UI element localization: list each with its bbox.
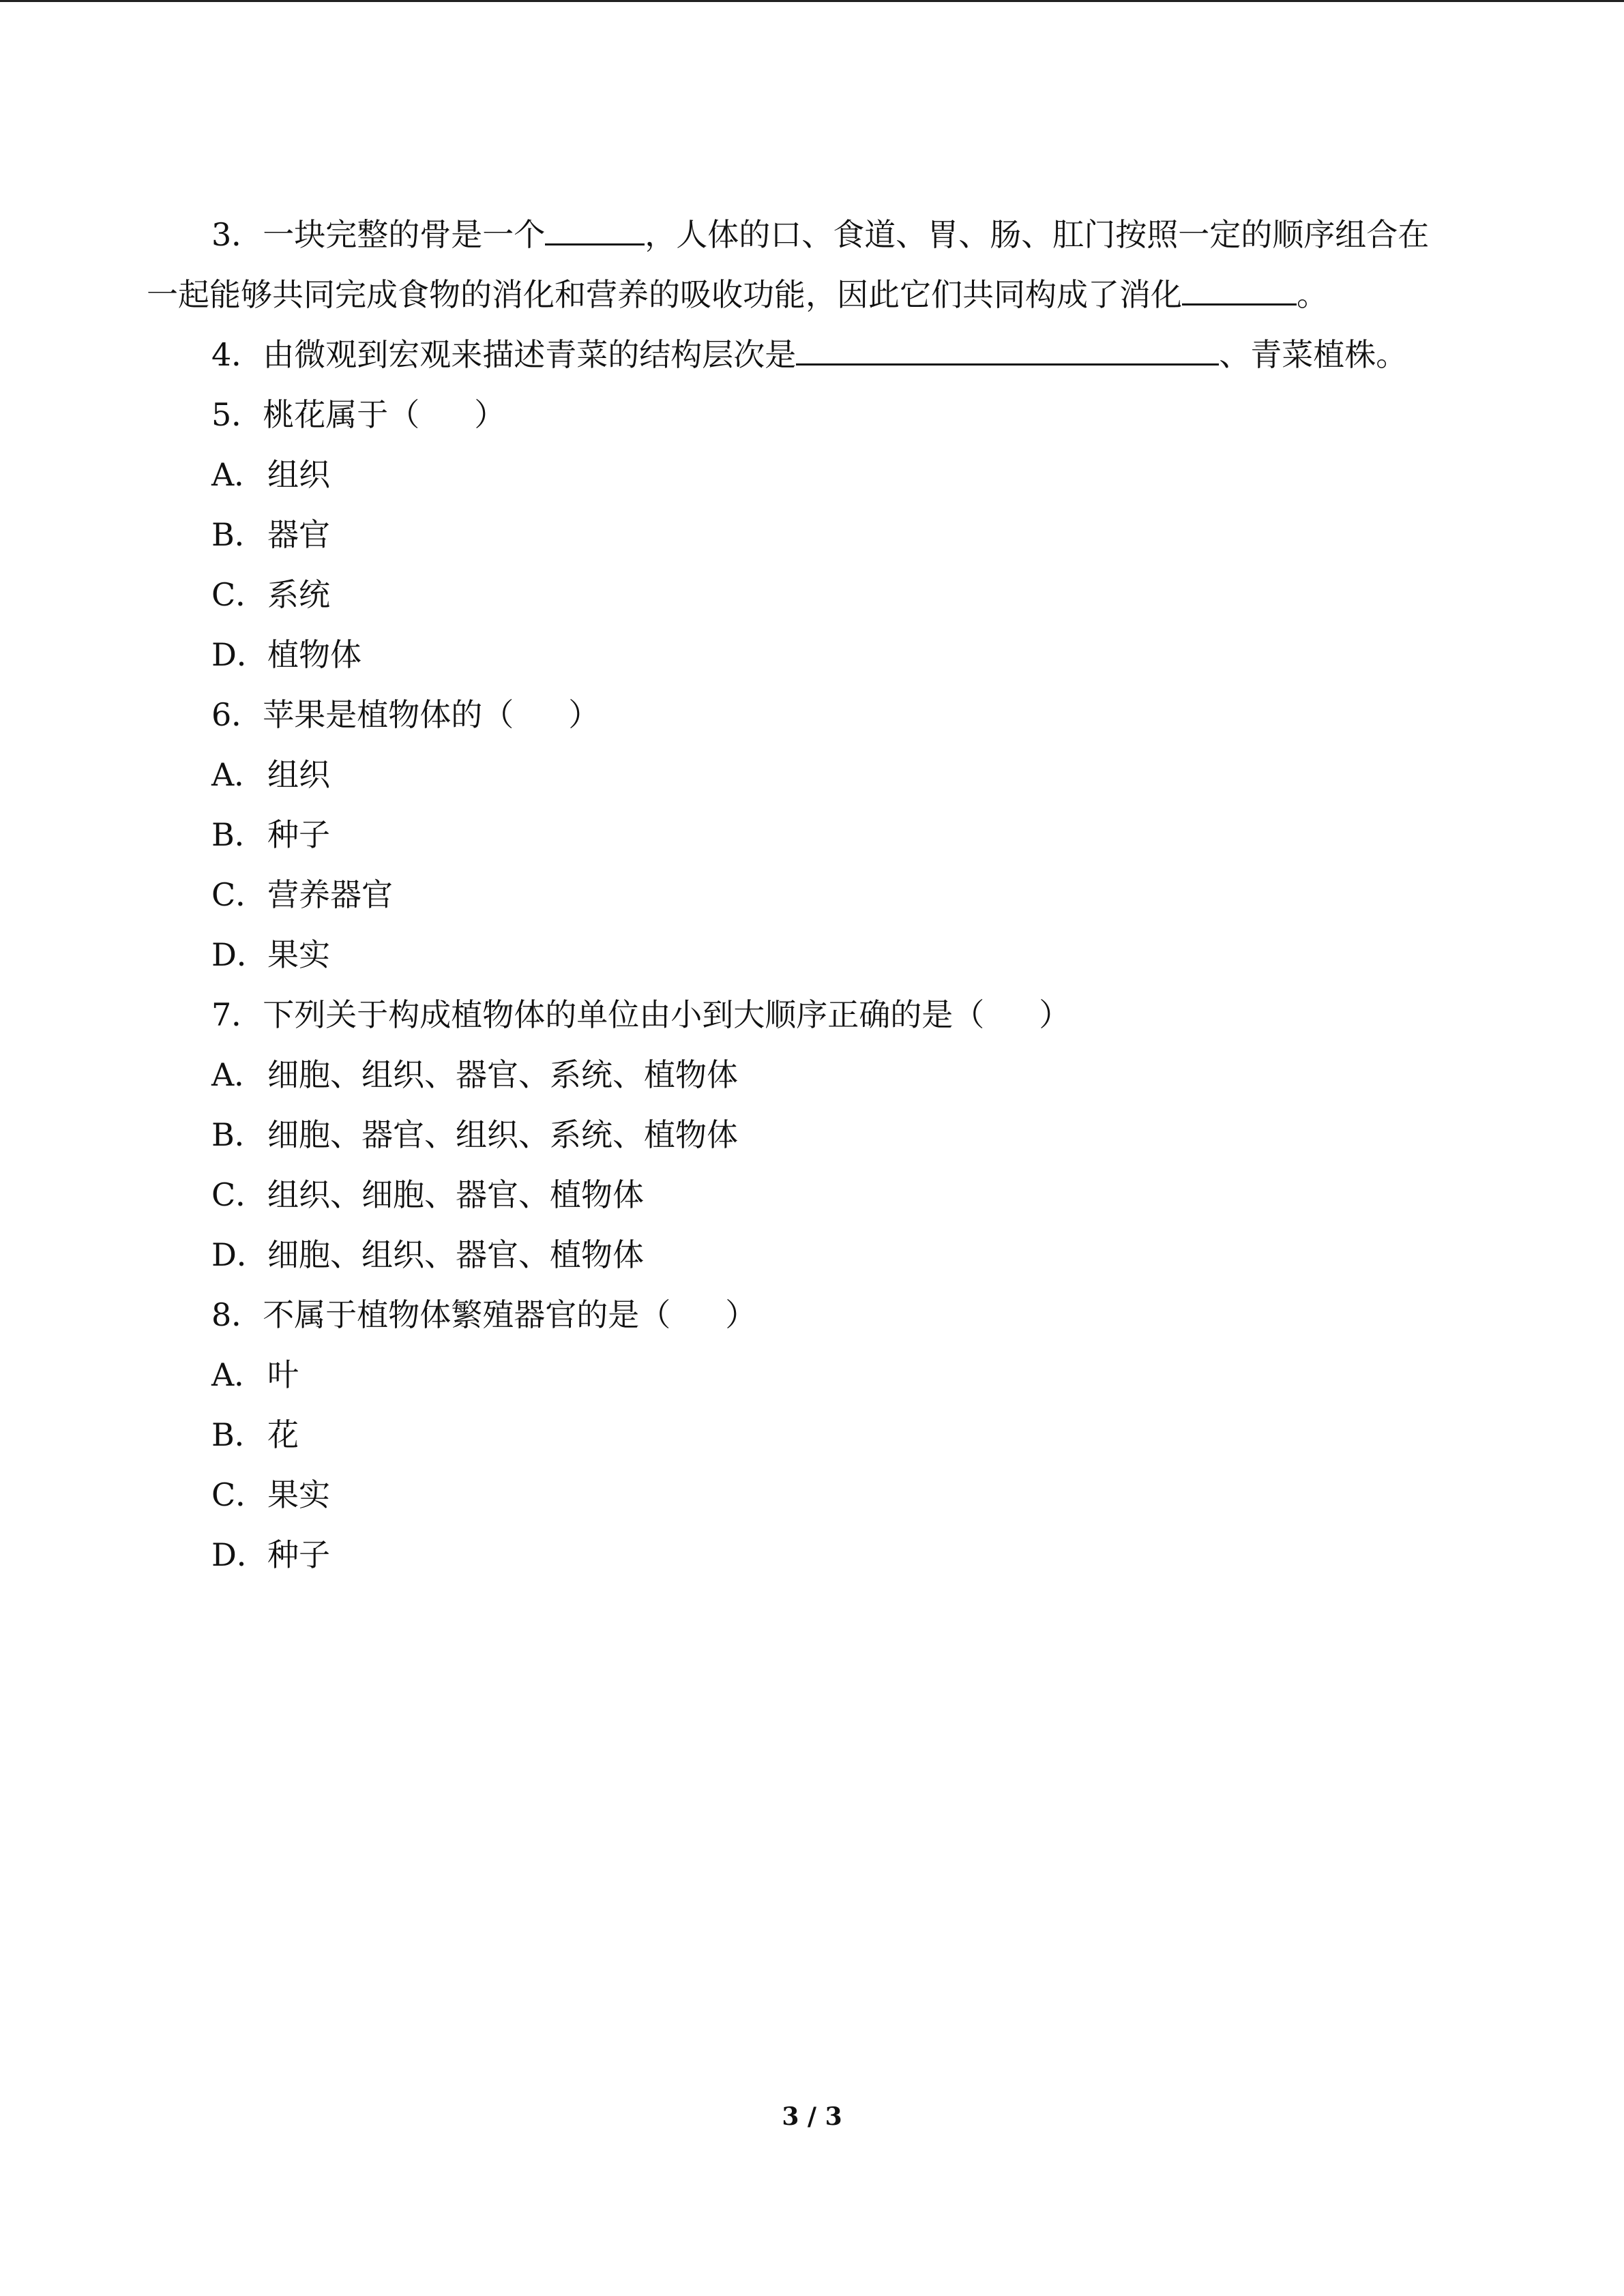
option-letter: D． <box>211 1236 268 1273</box>
option-text: 器官 <box>267 516 330 553</box>
option-text: 系统 <box>267 576 330 613</box>
option-item <box>211 1465 330 1525</box>
option-item <box>211 805 330 865</box>
question-4-text-2: 、青菜植株。 <box>1219 336 1408 373</box>
option-letter: A． <box>211 1356 266 1393</box>
option-item <box>211 745 330 805</box>
question-6-text: 6．苹果是植物体的（ <box>211 696 514 733</box>
option-text: 叶 <box>267 1356 299 1393</box>
question-3-text-3: 一起能够共同完成食物的消化和营养的吸收功能，因此它们共同构成了消化 <box>147 276 1182 313</box>
answer-blank-q3-a <box>545 212 645 245</box>
option-letter: B． <box>211 1116 266 1153</box>
question-3-line-1 <box>211 205 1429 265</box>
option-item <box>211 925 330 985</box>
option-text: 营养器官 <box>267 876 393 913</box>
option-item <box>211 505 330 565</box>
option-item <box>211 1045 738 1105</box>
option-letter: B． <box>211 816 266 853</box>
option-text: 种子 <box>267 816 330 853</box>
question-3-text-1: 3．一块完整的骨是一个 <box>211 216 546 253</box>
question-5-text: 5．桃花属于（ <box>211 396 420 433</box>
option-text: 细胞、组织、器官、植物体 <box>267 1236 644 1273</box>
option-letter: C． <box>211 1476 267 1513</box>
answer-blank-q3-b <box>1182 272 1297 305</box>
question-3-text-2: ，人体的口、食道、胃、肠、肛门按照一定的顺序组合在 <box>645 216 1430 253</box>
question-4-line <box>211 325 1407 385</box>
option-letter: C． <box>211 876 267 913</box>
option-text: 花 <box>267 1416 299 1453</box>
option-text: 组织 <box>267 456 330 493</box>
page-number: 3 / 3 <box>782 2102 842 2131</box>
question-7-close-paren: ） <box>1039 996 1071 1033</box>
option-text: 种子 <box>267 1536 330 1573</box>
option-letter: B． <box>211 1416 266 1453</box>
option-item <box>211 1345 299 1405</box>
question-7-stem <box>211 985 1070 1045</box>
option-item <box>211 1165 644 1225</box>
question-8-stem <box>211 1285 756 1345</box>
option-item <box>211 445 330 505</box>
option-letter: A． <box>211 1056 266 1093</box>
option-item <box>211 565 330 625</box>
question-3-text-4: 。 <box>1297 276 1328 313</box>
option-text: 组织 <box>267 756 330 793</box>
question-6-close-paren: ） <box>568 696 600 733</box>
option-item <box>211 1225 644 1285</box>
option-letter: A． <box>211 756 266 793</box>
question-6-stem <box>211 685 600 745</box>
question-8-close-paren: ） <box>725 1296 757 1333</box>
option-letter: C． <box>211 576 267 613</box>
option-letter: D． <box>211 636 268 673</box>
option-item <box>211 1405 299 1465</box>
option-item <box>211 1105 738 1165</box>
question-7-text: 7．下列关于构成植物体的单位由小到大顺序正确的是（ <box>211 996 985 1033</box>
answer-blank-q4 <box>796 332 1219 366</box>
question-4-text-1: 4．由微观到宏观来描述青菜的结构层次是 <box>211 336 797 373</box>
option-item <box>211 1525 330 1585</box>
option-letter: D． <box>211 936 268 973</box>
option-text: 细胞、组织、器官、系统、植物体 <box>267 1056 738 1093</box>
option-letter: C． <box>211 1176 267 1213</box>
option-letter: A． <box>211 456 266 493</box>
question-5-stem <box>211 385 505 445</box>
option-item <box>211 865 393 925</box>
option-item <box>211 625 361 685</box>
option-text: 果实 <box>267 1476 330 1513</box>
option-letter: D． <box>211 1536 268 1573</box>
option-letter: B． <box>211 516 266 553</box>
question-3-line-2 <box>147 265 1328 325</box>
question-5-close-paren: ） <box>474 396 506 433</box>
question-8-text: 8．不属于植物体繁殖器官的是（ <box>211 1296 671 1333</box>
option-text: 植物体 <box>267 636 361 673</box>
option-text: 组织、细胞、器官、植物体 <box>267 1176 644 1213</box>
option-text: 细胞、器官、组织、系统、植物体 <box>267 1116 738 1153</box>
option-text: 果实 <box>267 936 330 973</box>
